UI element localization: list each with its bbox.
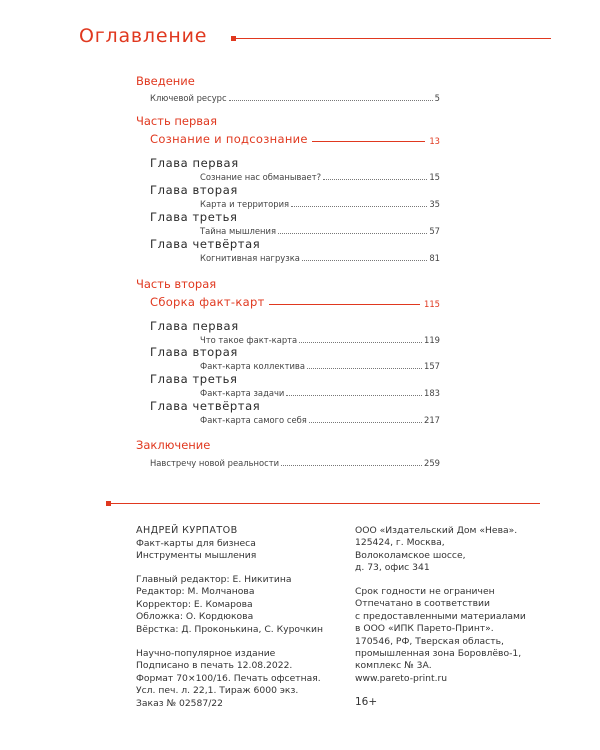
leader-dots <box>307 368 422 369</box>
toc-row-part2-ch1[interactable] <box>200 335 440 345</box>
toc-entry-page: 119 <box>424 335 440 345</box>
intro-heading: Введение <box>136 74 195 88</box>
toc-entry-label: Тайна мышления <box>200 226 277 236</box>
toc-entry-page: 5 <box>434 93 440 103</box>
toc-title: Оглавление <box>79 25 208 47</box>
toc-row-part1-ch4[interactable] <box>200 253 440 263</box>
leader-dots <box>309 422 422 423</box>
toc-row-part2-ch2[interactable] <box>200 361 440 371</box>
toc-entry-label: Факт-карта коллектива <box>200 361 305 371</box>
part1-chapter-4-heading: Глава четвёртая <box>150 237 261 251</box>
toc-entry-page: 13 <box>429 136 440 146</box>
leader-dots <box>286 395 422 396</box>
leader-dots <box>281 465 422 466</box>
toc-row-part1-ch1[interactable] <box>200 172 440 182</box>
toc-entry-label: Когнитивная нагрузка <box>200 253 300 263</box>
leader-dots <box>229 100 433 101</box>
toc-entry-page: 35 <box>429 199 440 209</box>
toc-entry-label: Что такое факт-карта <box>200 335 298 345</box>
toc-entry-page: 115 <box>424 299 440 309</box>
toc-entry-page: 217 <box>424 415 440 425</box>
toc-row-intro[interactable] <box>150 93 440 103</box>
toc-entry-label: Факт-карта самого себя <box>200 415 307 425</box>
print-info: Научно-популярное издание Подписано в печать 12.08.2022. Формат 70×100/16. Печать офсетная. Усл. печ. л. 22,1. Тираж 6000 экз. Заказ № 02587/22 <box>136 648 321 709</box>
part2-subtitle: Сборка факт-карт <box>150 295 265 309</box>
toc-row-part2-ch3[interactable] <box>200 388 440 398</box>
part2-chapter-3-heading: Глава третья <box>150 372 238 386</box>
toc-entry-page: 81 <box>429 253 440 263</box>
toc-row-part1-ch2[interactable] <box>200 199 440 209</box>
part2-chapter-1-heading: Глава первая <box>150 319 239 333</box>
toc-row-part2-subtitle[interactable] <box>150 295 440 309</box>
leader-dots <box>299 342 422 343</box>
toc-entry-page: 57 <box>429 226 440 236</box>
toc-row-part1-ch3[interactable] <box>200 226 440 236</box>
part1-chapter-3-heading: Глава третья <box>150 210 238 224</box>
part2-heading: Часть вторая <box>136 277 217 291</box>
toc-entry-label: Карта и территория <box>200 199 290 209</box>
toc-row-conclusion[interactable] <box>150 458 440 468</box>
toc-row-part1-subtitle[interactable] <box>150 132 440 146</box>
toc-entry-label: Сознание нас обманывает? <box>200 172 322 182</box>
leader-dots <box>323 179 427 180</box>
part1-chapter-2-heading: Глава вторая <box>150 183 238 197</box>
toc-entry-page: 15 <box>429 172 440 182</box>
toc-entry-page: 183 <box>424 388 440 398</box>
part1-heading: Часть первая <box>136 114 218 128</box>
author-name: АНДРЕЙ КУРПАТОВ <box>136 525 238 536</box>
title-rule <box>233 38 551 39</box>
leader-dots <box>278 233 427 234</box>
editorial-credits: Главный редактор: Е. Никитина Редактор: М. Молчанова Корректор: Е. Комарова Обложка: О. Кордюкова Вёрстка: Д. Проконькина, С. Курочкин <box>136 574 323 635</box>
leader-dots <box>302 260 427 261</box>
toc-entry-label: Факт-карта задачи <box>200 388 285 398</box>
leader-dots <box>291 206 427 207</box>
toc-entry-page: 259 <box>424 458 440 468</box>
toc-row-part2-ch4[interactable] <box>200 415 440 425</box>
part1-subtitle: Сознание и подсознание <box>150 132 308 146</box>
leader-line <box>312 141 426 142</box>
leader-line <box>269 304 420 305</box>
toc-entry-label: Навстречу новой реальности <box>150 458 280 468</box>
book-title: Факт-карты для бизнеса Инструменты мышления <box>136 538 257 562</box>
publisher-info: ООО «Издательский Дом «Нева». 125424, г. Москва, Волоколамское шоссе, д. 73, офис 341 <box>355 525 518 574</box>
printer-info: Срок годности не ограничен Отпечатано в соответствии с предоставленными материалами в ООО «ИПК Парето-Принт». 170546, РФ, Тверская область, промышленная зона Боровлёво-1, комплекс № 3А. www.pareto-print.ru <box>355 586 526 684</box>
conclusion-heading: Заключение <box>136 438 211 452</box>
toc-entry-page: 157 <box>424 361 440 371</box>
toc-entry-label: Ключевой ресурс <box>150 93 227 103</box>
separator-rule <box>108 503 540 504</box>
part2-chapter-2-heading: Глава вторая <box>150 345 238 359</box>
age-rating: 16+ <box>355 696 378 708</box>
part1-chapter-1-heading: Глава первая <box>150 156 239 170</box>
part2-chapter-4-heading: Глава четвёртая <box>150 399 261 413</box>
